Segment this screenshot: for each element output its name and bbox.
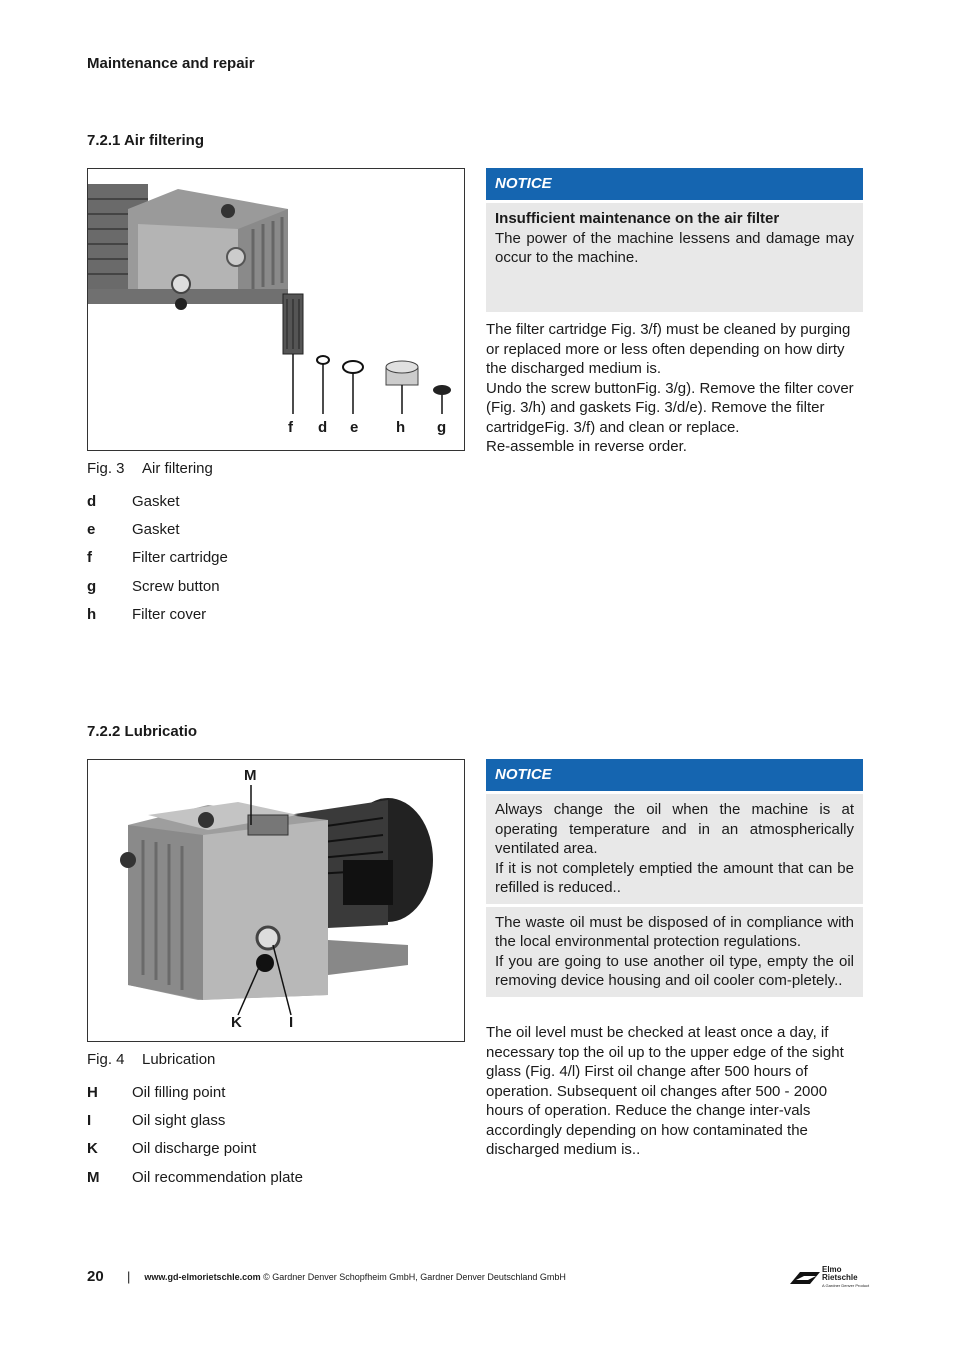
pump-air-filter-illustration [88,169,464,450]
elmo-rietschle-logo: Elmo Rietschle A Gardner Denver Product [790,1266,869,1290]
section-heading-lubrication: 7.2.2 Lubricatio [87,723,198,740]
notice-body [486,203,863,312]
figure-caption-4: Fig. 4 Lubrication [87,1051,216,1068]
fig4-label-i: I [289,1014,294,1031]
notice-body-2: The waste oil must be disposed of in compliance with the local environmental protection regulations. If you are going to use another oil type, empty the oil removing device housing and oil cooler com-pletely.. [486,907,863,997]
footer-separator: | [127,1269,131,1284]
fig3-label-g: g [437,419,447,436]
notice-box-air-filter [486,168,863,312]
footer-copyright: © Gardner Denver Schopfheim GmbH, Gardner Denver Deutschland GmbH [263,1271,566,1282]
legend-item: g Screw button [87,577,220,595]
fig3-label-d: d [318,419,328,436]
legend-item: M Oil recommendation plate [87,1168,303,1186]
figure-air-filtering [87,168,465,451]
page-number: 20 [87,1268,104,1285]
notice-title: NOTICE [486,168,863,200]
air-filter-instructions: The filter cartridge Fig. 3/f) must be cleaned by purging or replaced more or less often depending on how dirty the discharged medium is. Undo the screw buttonFig. 3/g). Remove the filter cover (Fig. 3/h) and gaskets Fig. 3/d/e). Remove the filter cartridgeFig. 3/f) and clean or replace. Re-assemble in reverse order. [486,321,854,455]
pump-lubrication-illustration [88,760,464,1041]
legend-item: h Filter cover [87,605,207,623]
legend-air-filtering [87,487,228,628]
oil-level-instructions: The oil level must be checked at least once a day, if necessary top the oil up to the upper edge of the sight glass (Fig. 4/l) First oil change after 500 hours of operation. Subsequent oil changes after 500 - 2000 hours of operation. Reduce the change inter-vals accordingly depending on how contaminated the discharged medium is.. [486,1024,844,1158]
legend-item: K Oil discharge point [87,1140,257,1158]
legend-item: H Oil filling point [87,1083,226,1101]
fig4-label-m: M [244,767,257,784]
fig3-label-e: e [350,419,359,436]
legend-item: I Oil sight glass [87,1111,226,1129]
logo-swoosh-icon [790,1270,820,1286]
page-footer [87,1268,566,1285]
footer-url[interactable]: www.gd-elmorietschle.com [144,1271,261,1282]
legend-item: d Gasket [87,492,180,510]
notice-box-oil [486,759,863,997]
notice-text: The power of the machine lessens and damage may occur to the machine. [495,229,854,266]
fig3-label-h: h [396,419,406,436]
section-heading-air-filtering: 7.2.1 Air filtering [87,132,204,149]
page-header: Maintenance and repair [87,55,255,72]
legend-item: e Gasket [87,520,180,538]
legend-item: f Filter cartridge [87,549,228,567]
figure-caption-3: Fig. 3 Air filtering [87,460,213,477]
legend-lubrication [87,1078,303,1191]
fig3-label-f: f [288,419,293,436]
notice-bold: Insufficient maintenance on the air filter [495,210,780,227]
notice-body-1: Always change the oil when the machine is at operating temperature and in an atmospherically ventilated area. If it is not completely emptied the amount that can be refilled is reduced.. [486,794,863,904]
figure-lubrication [87,759,465,1042]
fig4-label-k: K [231,1014,242,1031]
notice-title: NOTICE [486,759,863,791]
